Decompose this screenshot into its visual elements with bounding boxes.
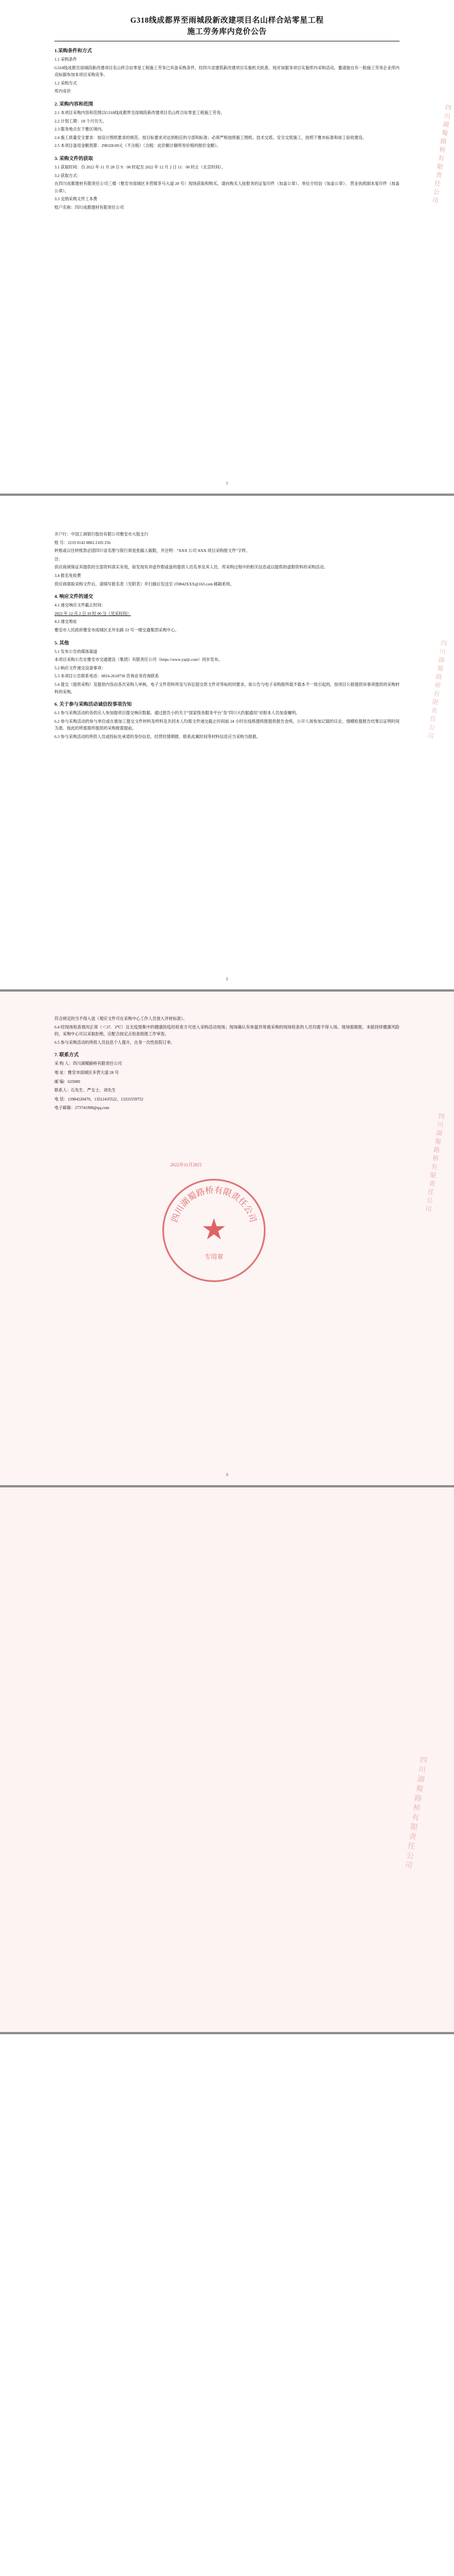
contact-label: 电子邮箱：	[54, 1106, 75, 1111]
paragraph: G318线成都至雨城段新改建项目名山样合站零星工程施工劳务已具备采购条件，经四川省建筑新改建项目实施机关批准，现对该服务项目实施库内采购活动，邀请独自有一般施工劳务企业库内竞标据参加本项目采购竞争。	[54, 65, 400, 78]
section-heading-3: 3. 采购文件的获取	[54, 155, 94, 161]
paragraph: 开户行：中国工商银行股份有限公司雅安市大股支行	[54, 532, 149, 537]
paragraph: 3.2 获取方式：	[54, 173, 81, 178]
seal-date: 专用章	[204, 1254, 224, 1260]
contact-row	[54, 1060, 400, 1068]
seal-date-text: 2022年11月28日	[170, 1162, 202, 1167]
paragraph: 供应商须保证其提供的全部资料真实有效，如发现有弄虚作假或备的提供人员名单及其人员、库采购过程中的相关信息或以提供的虚假资料的采购活动。	[54, 565, 328, 570]
paragraph: 1.2 采购方式	[54, 81, 77, 86]
paragraph: 供应商需取采购文件后，请填写报名表（见附表）并扫描后发送至 159842XXX@163.com 邮箱系统。	[54, 581, 234, 587]
paragraph: 6.3 参与采购活动的所供人员或投标处承诺的身份信息、经营经情期报、联系此属时间等材料信息应当采购当报报。	[54, 734, 260, 739]
section-heading-7: 7. 联系方式	[54, 1052, 79, 1058]
paragraph: 1.1 采购条件	[54, 57, 77, 62]
paragraph: 5.2 响应文件递交设备事项：	[54, 665, 106, 671]
paragraph: 账户名称：四川成都建材有限责任公司	[54, 205, 124, 210]
company-side-stamp: 四川湖蜀路桥有限责任公司	[423, 1112, 445, 1215]
paragraph: 2.1 本项目采购内容和范围以G318线成都界至雨城段新改建项目名山样合站零星工程施工劳务。	[54, 110, 225, 115]
company-side-stamp: 四川湖蜀路桥有限责任公司	[430, 103, 452, 206]
paragraph: 3.1 获取时间：自 2022 年 11 月 28 日 9：00 时起至 2022 年 12 月 2 日 11：00 时止（北京时间）。	[54, 165, 226, 170]
company-side-stamp: 四川湖蜀路桥有限责任公司	[403, 1755, 428, 1871]
document-page-2	[0, 496, 454, 989]
contact-label: 联系人：	[54, 1088, 71, 1093]
paragraph: 库内竞价	[54, 89, 71, 94]
contact-label: 电 话：	[54, 1097, 68, 1102]
paragraph: 3.3 交纳采购文件工本费	[54, 197, 98, 202]
paragraph: 符合规定的当不得入选（观应文件可在采购中心工作人员登入评材标准）。	[54, 1017, 187, 1021]
contact-label: 采 购 人：	[54, 1061, 73, 1066]
contact-row	[54, 1096, 400, 1103]
paragraph: 6.5 参与采购活动的所供人员信息个人提升，自身一次性医院订单。	[54, 1040, 175, 1045]
paragraph: 注：	[54, 556, 63, 562]
paragraph: 本项目采购公告在雅安市交通建设（集团）有限责任公司（https://www.yajtjt.com）同步发布。	[54, 657, 222, 663]
paragraph: 4.1 递交响应文件截止时间：	[54, 603, 106, 608]
paragraph: 2.3 服务地点在下雅区境内。	[54, 127, 106, 132]
bank-info-block	[54, 531, 400, 588]
paragraph: 3.4 报名免收费	[54, 573, 81, 578]
page-number: 1	[226, 481, 228, 486]
contact-list	[54, 1060, 400, 1112]
paragraph: 转账或以往转账款必固四川省名册与银行须是张输入敏限，并注明："XXX 公司 XXX 项目采购报文件"字样。	[54, 549, 250, 554]
paragraph: 2.2 计划工期：18 个月历天。	[54, 119, 107, 124]
document-page-4-blank	[0, 1487, 454, 2032]
company-seal	[162, 1179, 266, 1282]
page-number: 3	[226, 1473, 228, 1477]
title-line-1: G318线成都界至雨城段新改建项目名山样合站零星工程	[130, 16, 324, 24]
section-heading-6: 6. 关于参与采购活动诚信投事项告知	[54, 701, 132, 707]
contact-value: 13984220470、13512435522、13331559752	[68, 1097, 144, 1102]
title-line-2: 施工劳务库内竞价公告	[187, 27, 267, 36]
page-title	[54, 15, 400, 37]
page-number: 2	[226, 977, 228, 981]
svg-text:四川湖蜀路桥有限责任公司: 四川湖蜀路桥有限责任公司	[170, 1186, 258, 1224]
paragraph: 2.5 本项目备用金额预算：298328.00元（不含税）（含税：此价额计额所券价格的报价金额）。	[54, 144, 221, 149]
paragraph: 6.1 参与采购活动的各供应人参加提项目提交响应数据。通过报告小的关于"国家级各服务平台"及"四川大约据通用"对报本人员加查履明。	[54, 711, 300, 716]
paragraph: 6.4 经现场检查情况正常（＜37．3℃）且无疫情集中的健康防疫经检查方可进入采购活动现场；现场确认有体温异常被采购的现场检查的人员均需不得入场。现场需做报，本能持续健康风险的，采购中心可以采取拒绝，应配合按定点检查组报工作审查。	[54, 1025, 400, 1037]
paragraph: 6.2 参与采购活动的参与单位或在被加工提交文件材料及样料及共同本人均需文件递交截止时间前 24 小时在线格提统报提供报告金统，公开人场参加记载的议论、情稽检提报告结果以证明时间为准。按此的所需需所提供的采购报需提前。	[54, 719, 400, 731]
document-page-3	[0, 992, 454, 1485]
paragraph: 5.1 发布公告的媒体渠道	[54, 649, 98, 654]
document-page-5-blank	[0, 2034, 454, 2576]
seal-star-icon: ★	[201, 1217, 226, 1243]
contact-label: 邮 编：	[54, 1079, 68, 1084]
contact-value: 雅安市雨城区多营大道 28 号	[68, 1070, 119, 1075]
paragraph: 5.4 提交（提供采购）及提供内容由各次采购人审核，电子文件资料所及与诉讼提交供文件对等标的同要求，如公告与电子采购报所载不载本不一致引起的，按项目公报提供诉事项提供的采购材料的采购。	[54, 682, 400, 694]
paragraph: 5.3 本项目公告联系电话：0816-2618730 咨询业务咨询联系	[54, 674, 159, 679]
paragraph: 在四川成都建材有限责任公司三楼（雅安市雨城区多营镇茶马大道 28 号）现场获取和购买。请向购买人按报务的证复印件（加盖公章）、单位介绍信（加盖公章）、 营业执照副本复印件（加盖公章）。	[54, 182, 400, 193]
section-heading-2: 2. 采购内容和范围	[54, 100, 94, 107]
contact-row	[54, 1078, 400, 1086]
contact-row	[54, 1104, 400, 1112]
section-heading-4: 4. 响应文件的递交	[54, 593, 94, 600]
contact-value: 四川湖蜀路桥有限责任公司	[73, 1061, 122, 1066]
company-side-stamp: 四川湖蜀路桥有限责任公司	[426, 639, 447, 741]
contact-row	[54, 1069, 400, 1077]
contact-row	[54, 1087, 400, 1094]
document-page-1	[0, 0, 454, 494]
paragraph: 2.4 施工质量安全要求：按设计图纸要求的规范、按目标要求对达到相应的分部和标准；必须严格按照施工图纸、技术交底、安全交底施工，按照下雅市标准和竣工验收建设。	[54, 135, 367, 140]
paragraph: 雅安市人民政府雅安市雨城区北外东路 33 号一楼交通集团采购中心。	[54, 627, 179, 633]
contact-label: 地 址：	[54, 1070, 68, 1075]
section-heading-1: 1.采购条件和方式	[54, 48, 92, 53]
paragraph: 4.2 递交地址	[54, 619, 77, 625]
paragraph: 账 号：2219 0142 0802 2105 256	[54, 540, 111, 545]
contact-value: 625000	[68, 1079, 80, 1084]
contact-value: 273741090@qq.com	[74, 1106, 110, 1111]
paragraph-underlined: 2022 年 12 月 2 日 10 时 00 分（见采时间）	[54, 611, 131, 616]
contact-value: 石先生、严女士、刘先生	[70, 1088, 116, 1093]
section-heading-5: 5. 其他	[54, 639, 69, 646]
